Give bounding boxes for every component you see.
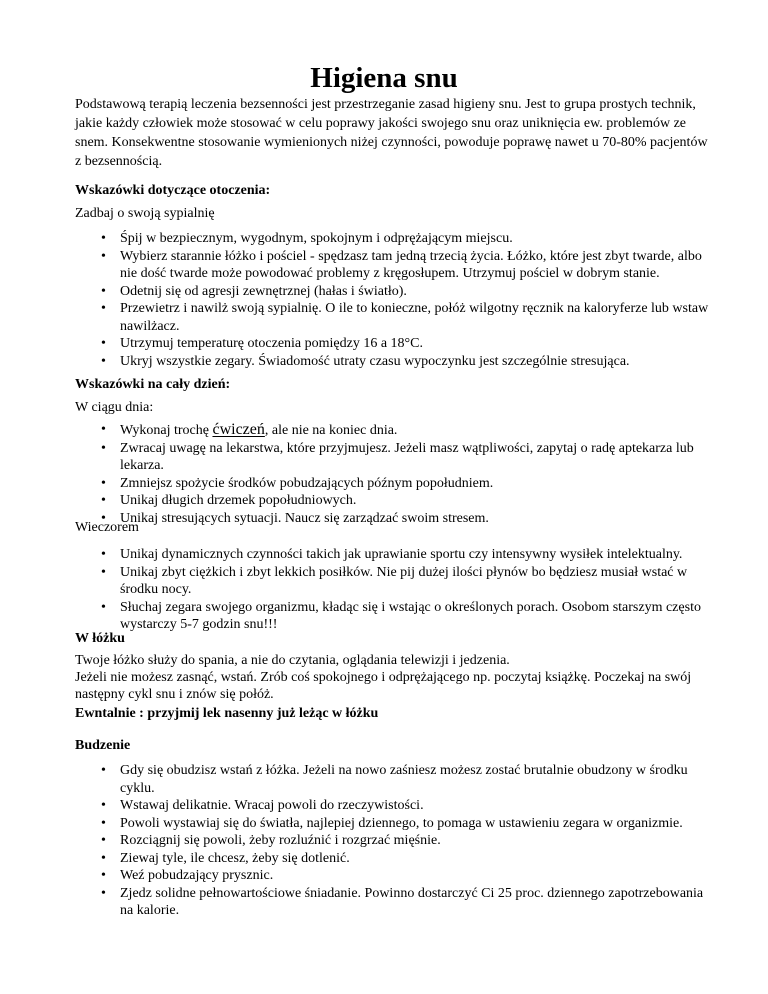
list-item: • Unikaj dynamicznych czynności takich jak uprawianie sportu czy intensywny wysiłek intelektualny.	[75, 546, 715, 564]
bed-paragraph	[75, 652, 715, 703]
env-list	[75, 230, 715, 370]
exercise-text-after: , ale nie na koniec dnia.	[264, 423, 398, 438]
list-item: • Przewietrz i nawilż swoją sypialnię. O ile to konieczne, połóż wilgotny ręcznik na kaloryferze lub wstaw nawilżacz.	[75, 300, 715, 335]
wake-list	[75, 762, 715, 920]
evening-list	[75, 546, 715, 634]
exercise-link[interactable]: ćwiczeń	[212, 421, 265, 438]
list-item: • Gdy się obudzisz wstań z łóżka. Jeżeli na nowo zaśniesz możesz zostać brutalnie obudzony w środku cyklu.	[75, 762, 715, 797]
list-item: • Zmniejsz spożycie środków pobudzających późnym popołudniem.	[75, 475, 715, 493]
wake-heading: Budzenie	[75, 738, 131, 753]
bed-heading: W łóżku	[75, 631, 125, 646]
list-item: • Zjedz solidne pełnowartościowe śniadanie. Powinno dostarczyć Ci 25 proc. dziennego zapotrzebowania na kalorie.	[75, 885, 715, 920]
evening-heading: Wieczorem	[75, 520, 139, 535]
list-item: • Rozciągnij się powoli, żeby rozluźnić i rozgrzać mięśnie.	[75, 832, 715, 850]
list-item: • Unikaj stresujących sytuacji. Naucz się zarządzać swoim stresem.	[75, 510, 715, 528]
env-subheading: Zadbaj o swoją sypialnię	[75, 206, 215, 221]
list-item	[75, 421, 715, 440]
day-heading: Wskazówki na cały dzień:	[75, 377, 231, 392]
bed-line-1: Twoje łóżko służy do spania, a nie do czytania, oglądania telewizji i jedzenia.	[75, 653, 510, 668]
list-item: • Ukryj wszystkie zegary. Świadomość utraty czasu wypoczynku jest szczególnie stresująca.	[75, 353, 715, 371]
list-item: • Weź pobudzający prysznic.	[75, 867, 715, 885]
list-item: • Unikaj zbyt ciężkich i zbyt lekkich posiłków. Nie pij dużej ilości płynów bo będziesz musiał wstać w środku nocy.	[75, 564, 715, 599]
list-item: • Zwracaj uwagę na lekarstwa, które przyjmujesz. Jeżeli masz wątpliwości, zapytaj o radę aptekarza lub lekarza.	[75, 440, 715, 475]
intro-paragraph: Podstawową terapią leczenia bezsenności jest przestrzeganie zasad higieny snu. Jest to grupa prostych technik, jakie każdy człowiek może stosować w celu poprawy jakości swojego snu oraz uniknięcia ew. problemów ze snem. Konsekwentne stosowanie wymienionych niżej czynności, powoduje poprawę nawet u 70-80% pacjentów z bezsennością.	[75, 97, 708, 169]
list-item: • Utrzymuj temperaturę otoczenia pomiędzy 16 a 18°C.	[75, 335, 715, 353]
list-item: • Powoli wystawiaj się do światła, najlepiej dziennego, to pomaga w ustawieniu zegara w organizmie.	[75, 815, 715, 833]
list-item: • Wybierz starannie łóżko i pościel - spędzasz tam jedną trzecią życia. Łóżko, które jest zbyt twarde, albo nie dość twarde może powodować problemy z kręgosłupem. Utrzymuj pościel w dobrym stanie.	[75, 248, 715, 283]
list-item: • Śpij w bezpiecznym, wygodnym, spokojnym i odprężającym miejscu.	[75, 230, 715, 248]
optional-note: Ewntalnie : przyjmij lek nasenny już leżąc w łóżku	[75, 706, 379, 721]
list-item: • Słuchaj zegara swojego organizmu, kładąc się i wstając o określonych porach. Osobom starszym często wystarczy 5-7 godzin snu!!!	[75, 599, 715, 634]
list-item: • Odetnij się od agresji zewnętrznej (hałas i światło).	[75, 283, 715, 301]
list-item: • Ziewaj tyle, ile chcesz, żeby się dotlenić.	[75, 850, 715, 868]
exercise-text-before: Wykonaj trochę	[120, 423, 213, 438]
list-item: • Wstawaj delikatnie. Wracaj powoli do rzeczywistości.	[75, 797, 715, 815]
env-heading: Wskazówki dotyczące otoczenia:	[75, 183, 271, 198]
page-title: Higiena snu	[310, 62, 458, 94]
list-item: • Unikaj długich drzemek popołudniowych.	[75, 492, 715, 510]
bed-line-2: Jeżeli nie możesz zasnąć, wstań. Zrób coś spokojnego i odprężającego np. poczytaj książkę. Poczekaj na swój następny cykl snu i znów się połóż.	[75, 670, 692, 702]
day-subheading: W ciągu dnia:	[75, 400, 154, 415]
day-list	[75, 421, 715, 527]
